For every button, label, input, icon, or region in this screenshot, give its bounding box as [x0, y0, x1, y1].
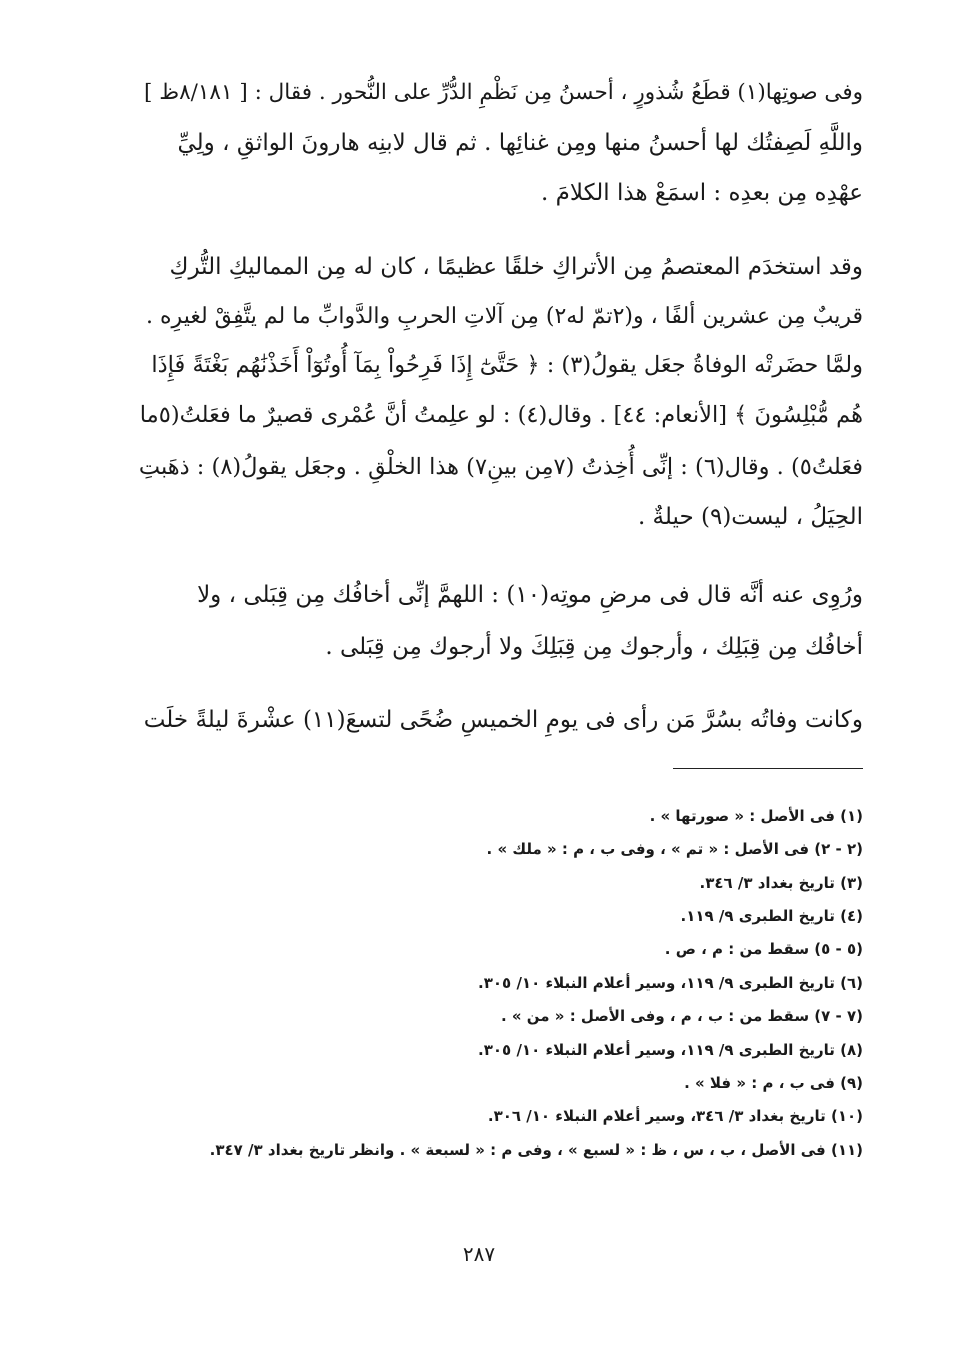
footnote-4: (٤) تاريخ الطبرى ٩/ ١١٩. [680, 907, 863, 925]
footnote-1: (١) فى الأصل : « صورتها » . [649, 807, 863, 825]
body-line-7: هُم مُّبْلِسُونَ ﴾ [الأنعام: ٤٤] . وقال(٤) : لو علِمتُ أنَّ عُمْرى قصيرٌ ما فعَلتُ(٥ما [139, 402, 863, 428]
footnote-11: (١١) فى الأصل ، ب ، س ، ظ : « لسبع » ، وفى م : « لسبعة » . وانظر تاريخ بغداد ٣/ ٣٤٧. [209, 1141, 863, 1159]
footnote-5: (٥ - ٥) سقط من : م ، ص . [664, 940, 863, 958]
body-line-10: ورُوِى عنه أنَّه قال فى مرضِ موتِه(١٠) : اللهمَّ إنِّى أخافُك مِن قِبَلى ، ولا [197, 582, 863, 608]
footnote-6: (٦) تاريخ الطبرى ٩/ ١١٩، وسير أعلام النبلاء ١٠/ ٣٠٥. [478, 974, 863, 992]
body-line-1: وفى صوتِها(١) قطَعُ شُذورٍ ، أحسنُ مِن نَظْمِ الدُّرِّ على النُّحور . فقال : [ ٨/١٨١ظ ] [143, 80, 863, 105]
body-line-8: فعَلتُ٥) . وقال(٦) : إنِّى أُخِذتُ (٧مِن بينِ٧) هذا الخلْقِ . وجعَل يقولُ(٨) : ذهَبتِ [138, 454, 863, 480]
body-line-2: واللَّهِ لَصِفتُك لها أحسنُ منها ومِن غنائِها . ثم قال لابنِه هارونَ الواثقِ ، ولِيِّ [177, 130, 863, 156]
footnote-9: (٩) فى ب ، م : « فلا » . [684, 1074, 863, 1092]
body-line-6: ولمَّا حضَرتْه الوفاةُ جعَل يقولُ(٣) : ﴿ حَتَّىٰٓ إِذَا فَرِحُواْ بِمَآ أُوتُوٓاْ أَخَذْنَٰهُم بَغْتَةً فَإِذَا [151, 352, 863, 378]
body-line-9: الحِيَلُ ، ليست(٩) حيلةٌ . [637, 504, 863, 530]
footnote-10: (١٠) تاريخ بغداد ٣/ ٣٤٦، وسير أعلام النبلاء ١٠/ ٣٠٦. [487, 1107, 863, 1125]
footnote-separator [673, 768, 863, 769]
body-line-12: وكانت وفاتُه بسُرَّ مَن رأى فى يومِ الخميسِ ضُحًى لتسعَ(١١) عشْرةَ ليلةً خلَت [143, 707, 863, 733]
footnote-3: (٣) تاريخ بغداد ٣/ ٣٤٦. [699, 874, 863, 892]
body-line-11: أخافُك مِن قِبَلِك ، وأرجوك مِن قِبَلِكَ ولا أرجوك مِن قِبَلى . [325, 634, 863, 660]
footnote-8: (٨) تاريخ الطبرى ٩/ ١١٩، وسير أعلام النبلاء ١٠/ ٣٠٥. [478, 1041, 863, 1059]
body-line-5: قريبٌ مِن عشرين ألفًا ، و(٢تمّ له٢) مِن آلاتِ الحربِ والدَّوابِّ ما لم يتَّفِقْ لغيرِه . [146, 304, 863, 329]
footnote-2: (٢ - ٢) فى الأصل : « تم » ، وفى ب ، م : « ملك » . [486, 840, 863, 858]
footnote-7: (٧ - ٧) سقط من : ب ، م ، وفى الأصل : « من » . [500, 1007, 863, 1025]
body-line-3: عهْدِه مِن بعدِه : اسمَعْ هذا الكلامَ . [541, 180, 863, 206]
body-line-4: وقد استخدَم المعتصمُ مِن الأتراكِ خلقًا عظيمًا ، كان له مِن المماليكِ التُّركِ [169, 254, 863, 280]
page-number: ٢٨٧ [462, 1242, 496, 1266]
